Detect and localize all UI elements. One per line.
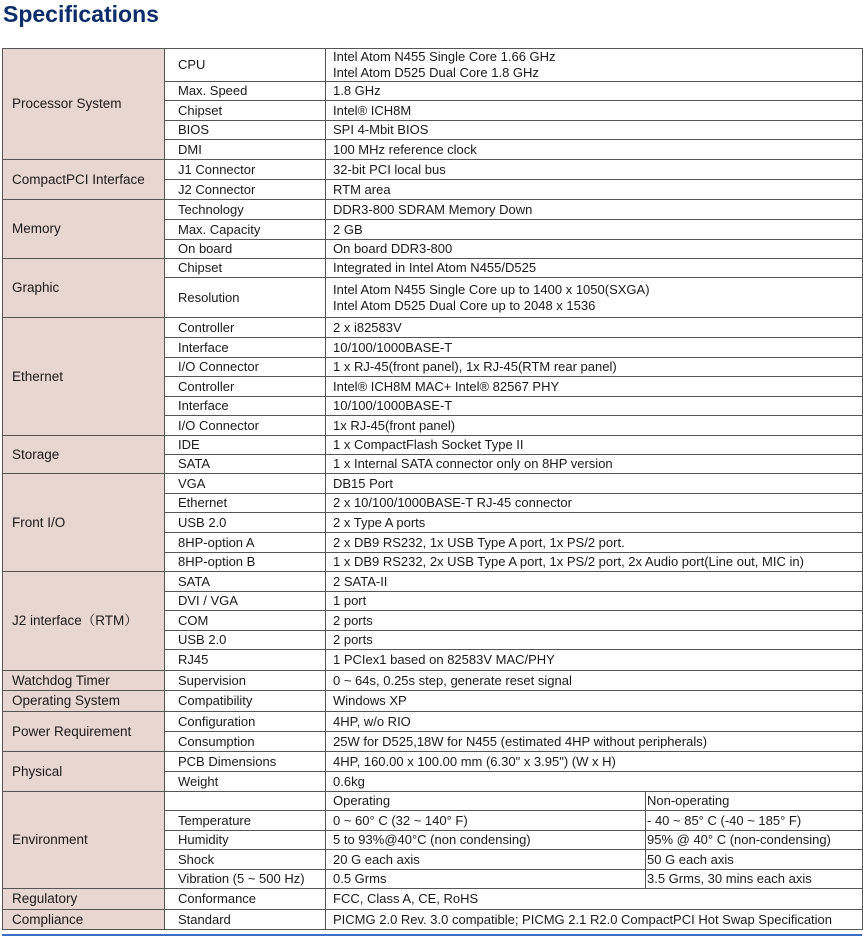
value-line: DDR3-800 SDRAM Memory Down [333, 201, 533, 217]
category-cell-memory: Memory [3, 200, 165, 259]
table-row [3, 889, 863, 910]
value-line: 100 MHz reference clock [333, 141, 477, 157]
category-cell-environment: Environment [3, 792, 165, 889]
category-cell-compliance: Compliance [3, 910, 165, 930]
item-value [326, 752, 863, 772]
item-value [326, 631, 863, 650]
value-line: 10/100/1000BASE-T [333, 398, 453, 413]
value-line: Windows XP [333, 693, 407, 708]
item-value [326, 82, 863, 101]
value-line: 2 x DB9 RS232, 1x USB Type A port, 1x PS/2 port. [333, 534, 625, 550]
table-row [3, 572, 863, 592]
value-line: Operating [333, 793, 391, 808]
item-value [326, 397, 863, 416]
item-label: Controller [165, 377, 326, 397]
item-label: Compatibility [165, 691, 326, 712]
item-value [326, 358, 863, 377]
item-value [326, 240, 863, 259]
item-label: Technology [165, 200, 326, 220]
category-cell-ethernet: Ethernet [3, 318, 165, 436]
item-value [326, 850, 646, 870]
item-label: Ethernet [165, 494, 326, 513]
item-value [326, 474, 863, 494]
item-value [326, 712, 863, 732]
item-value [326, 650, 863, 671]
item-label: SATA [165, 572, 326, 592]
category-cell-operating-system: Operating System [3, 691, 165, 712]
item-value [326, 259, 863, 278]
value-line: 1.8 GHz [333, 83, 381, 98]
item-value [326, 910, 863, 930]
non-operating-value: Non-operating [646, 792, 863, 811]
item-label: DMI [165, 140, 326, 160]
item-label: Supervision [165, 671, 326, 691]
category-cell-j2-interface-rtm: J2 interface（RTM） [3, 572, 165, 671]
value-line: 5 to 93%@40°C (non condensing) [333, 832, 531, 847]
item-label: CPU [165, 49, 326, 82]
item-label: RJ45 [165, 650, 326, 671]
value-line: 1 x CompactFlash Socket Type II [333, 437, 524, 452]
category-cell-physical: Physical [3, 752, 165, 792]
item-label: 8HP-option A [165, 533, 326, 553]
value-line: 10/100/1000BASE-T [333, 339, 453, 355]
category-cell-front-i-o: Front I/O [3, 474, 165, 572]
value-line: RTM area [333, 181, 391, 197]
value-line: Intel Atom N455 Single Core up to 1400 x 1050(SXGA) [333, 281, 650, 297]
value-line: 0.6kg [333, 773, 365, 789]
value-line: 20 G each axis [333, 851, 420, 867]
value-line: Integrated in Intel Atom N455/D525 [333, 260, 537, 275]
item-value [326, 611, 863, 631]
value-line: 2 SATA-II [333, 573, 388, 589]
page-title: Specifications [3, 1, 159, 27]
item-label: USB 2.0 [165, 513, 326, 533]
value-line: Intel® ICH8M MAC+ Intel® 82567 PHY [333, 378, 560, 394]
item-label: Max. Capacity [165, 220, 326, 240]
item-value [326, 889, 863, 910]
value-line: 4HP, w/o RIO [333, 713, 411, 729]
table-row [3, 474, 863, 494]
value-line: Intel Atom N455 Single Core 1.66 GHz [333, 49, 556, 64]
table-row [3, 691, 863, 712]
value-line: Intel® ICH8M [333, 102, 412, 118]
value-line: 1 x RJ-45(front panel), 1x RJ-45(RTM rear panel) [333, 359, 617, 374]
item-value [326, 732, 863, 752]
table-row [3, 671, 863, 691]
non-operating-value: 3.5 Grms, 30 mins each axis [646, 870, 863, 889]
value-line: 0 ~ 64s, 0.25s step, generate reset signal [333, 672, 572, 688]
item-value [326, 572, 863, 592]
item-label: Chipset [165, 101, 326, 121]
value-line: 4HP, 160.00 x 100.00 mm (6.30" x 3.95") (W x H) [333, 753, 616, 769]
item-label: Consumption [165, 732, 326, 752]
value-line: 2 x Type A ports [333, 514, 426, 530]
value-line: Intel Atom D525 Dual Core up to 2048 x 1536 [333, 297, 596, 313]
item-label: BIOS [165, 121, 326, 140]
item-label: Chipset [165, 259, 326, 278]
item-label: Standard [165, 910, 326, 930]
category-cell-compactpci-interface: CompactPCI Interface [3, 160, 165, 200]
item-value [326, 533, 863, 553]
category-cell-graphic: Graphic [3, 259, 165, 318]
value-line: DB15 Port [333, 475, 393, 491]
category-cell-storage: Storage [3, 436, 165, 474]
item-label: PCB Dimensions [165, 752, 326, 772]
value-line: 32-bit PCI local bus [333, 161, 446, 177]
item-value [326, 831, 646, 850]
item-label: SATA [165, 455, 326, 474]
value-line: PICMG 2.0 Rev. 3.0 compatible; PICMG 2.1 R2.0 CompactPCI Hot Swap Specification [333, 911, 833, 927]
item-value [326, 792, 646, 811]
item-value [326, 200, 863, 220]
category-cell-regulatory: Regulatory [3, 889, 165, 910]
item-label: Resolution [165, 278, 326, 318]
value-line: 2 GB [333, 221, 363, 237]
table-row [3, 436, 863, 455]
item-value [326, 220, 863, 240]
item-label: Configuration [165, 712, 326, 732]
value-line: 0.5 Grms [333, 871, 387, 886]
value-line: 2 ports [333, 632, 373, 647]
table-row [3, 318, 863, 338]
value-line: 1 x DB9 RS232, 2x USB Type A port, 1x PS/2 port, 2x Audio port(Line out, MIC in) [333, 554, 804, 569]
item-label: J2 Connector [165, 180, 326, 200]
item-label: J1 Connector [165, 160, 326, 180]
item-label: COM [165, 611, 326, 631]
table-row [3, 160, 863, 180]
non-operating-value: - 40 ~ 85° C (-40 ~ 185° F) [646, 811, 863, 831]
item-label: IDE [165, 436, 326, 455]
value-line: 1 PCIex1 based on 82583V MAC/PHY [333, 652, 555, 667]
item-value [326, 160, 863, 180]
item-value [326, 121, 863, 140]
value-line: 2 ports [333, 612, 373, 628]
item-value [326, 416, 863, 436]
item-label: Temperature [165, 811, 326, 831]
item-value [326, 553, 863, 572]
non-operating-value: 50 G each axis [646, 850, 863, 870]
item-label: Weight [165, 772, 326, 792]
item-value [326, 592, 863, 611]
item-label: USB 2.0 [165, 631, 326, 650]
item-value [326, 870, 646, 889]
value-line: On board DDR3-800 [333, 241, 453, 256]
item-value [326, 436, 863, 455]
table-row [3, 259, 863, 278]
category-cell-watchdog-timer: Watchdog Timer [3, 671, 165, 691]
item-value [326, 772, 863, 792]
item-label: Interface [165, 397, 326, 416]
item-value [326, 278, 863, 318]
bottom-rule [2, 934, 862, 936]
value-line: 2 x 10/100/1000BASE-T RJ-45 connector [333, 495, 572, 510]
item-value [326, 691, 863, 712]
item-label: On board [165, 240, 326, 259]
table-row [3, 200, 863, 220]
value-line: 1 port [333, 593, 367, 608]
item-label: Max. Speed [165, 82, 326, 101]
table-row [3, 752, 863, 772]
value-line: 0 ~ 60° C (32 ~ 140° F) [333, 812, 468, 828]
non-operating-value: 95% @ 40° C (non-condensing) [646, 831, 863, 850]
item-label: Conformance [165, 889, 326, 910]
category-cell-power-requirement: Power Requirement [3, 712, 165, 752]
item-label: VGA [165, 474, 326, 494]
item-value [326, 377, 863, 397]
value-line: 1 x Internal SATA connector only on 8HP version [333, 456, 613, 471]
item-label: Shock [165, 850, 326, 870]
item-label: Humidity [165, 831, 326, 850]
value-line: SPI 4-Mbit BIOS [333, 122, 429, 137]
item-label: I/O Connector [165, 416, 326, 436]
item-value [326, 318, 863, 338]
table-row [3, 910, 863, 930]
value-line: 1x RJ-45(front panel) [333, 417, 456, 433]
item-value [326, 455, 863, 474]
table-row [3, 792, 863, 811]
category-cell-processor-system: Processor System [3, 49, 165, 160]
item-value [326, 811, 646, 831]
item-value [326, 180, 863, 200]
item-value [326, 140, 863, 160]
spec-table [2, 48, 863, 930]
value-line: 25W for D525,18W for N455 (estimated 4HP without peripherals) [333, 733, 708, 749]
item-value [326, 101, 863, 121]
item-value [326, 49, 863, 82]
item-label [165, 792, 326, 811]
item-value [326, 338, 863, 358]
item-label: I/O Connector [165, 358, 326, 377]
item-value [326, 494, 863, 513]
item-label: Vibration (5 ~ 500 Hz) [165, 870, 326, 889]
table-row [3, 49, 863, 82]
value-line: FCC, Class A, CE, RoHS [333, 891, 479, 906]
item-label: DVI / VGA [165, 592, 326, 611]
item-label: Controller [165, 318, 326, 338]
table-row [3, 712, 863, 732]
item-label: Interface [165, 338, 326, 358]
item-label: 8HP-option B [165, 553, 326, 572]
value-line: Intel Atom D525 Dual Core 1.8 GHz [333, 65, 539, 80]
value-line: 2 x i82583V [333, 319, 402, 335]
item-value [326, 671, 863, 691]
item-value [326, 513, 863, 533]
